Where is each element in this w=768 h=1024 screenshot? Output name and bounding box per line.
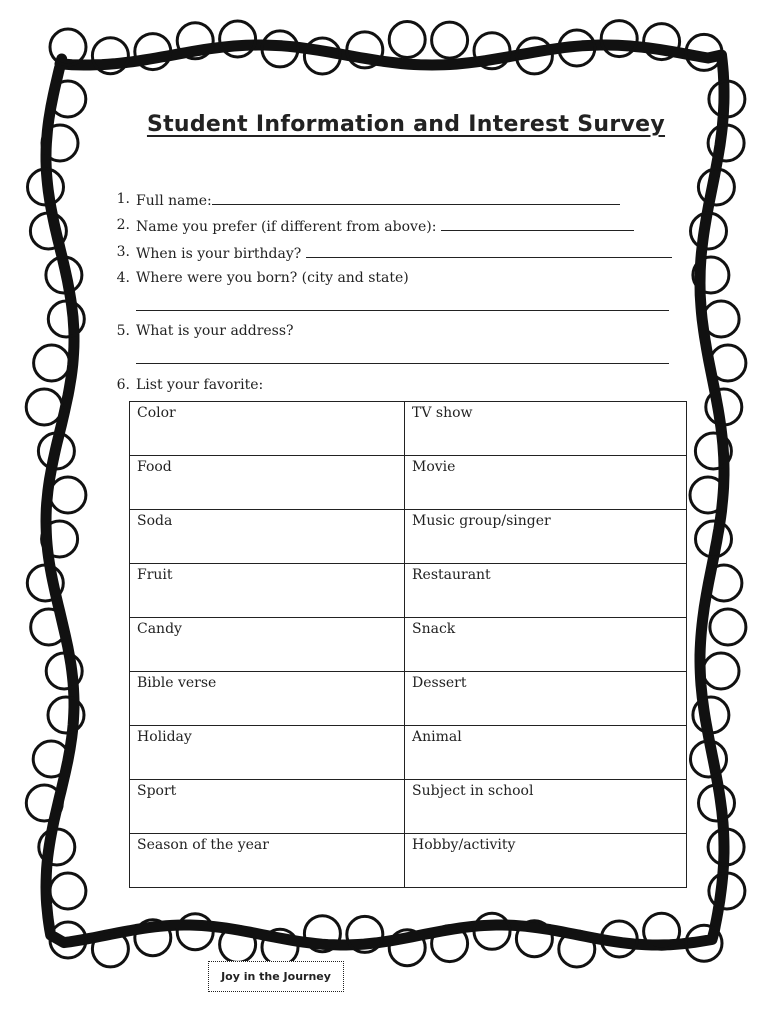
table-row bbox=[130, 618, 687, 672]
question-birthday: 3. When is your birthday? bbox=[136, 243, 672, 263]
border-circle bbox=[177, 914, 213, 950]
favorite-right-cell[interactable]: Music group/singer bbox=[405, 510, 687, 564]
table-row bbox=[130, 402, 687, 456]
favorite-right-cell[interactable]: TV show bbox=[405, 402, 687, 456]
favorite-left-cell[interactable]: Color bbox=[130, 402, 405, 456]
favorite-right-cell[interactable]: Animal bbox=[405, 726, 687, 780]
favorite-left-cell[interactable]: Season of the year bbox=[130, 834, 405, 888]
favorite-left-cell[interactable]: Holiday bbox=[130, 726, 405, 780]
page-title: Student Information and Interest Survey bbox=[146, 112, 666, 137]
favorite-left-cell[interactable]: Fruit bbox=[130, 564, 405, 618]
table-row bbox=[130, 456, 687, 510]
brand-badge: Joy in the Journey bbox=[208, 961, 344, 992]
birthday-answer-line[interactable] bbox=[306, 243, 672, 258]
table-row bbox=[130, 834, 687, 888]
address-answer-line[interactable] bbox=[136, 363, 669, 364]
favorite-left-cell[interactable]: Food bbox=[130, 456, 405, 510]
border-circle bbox=[703, 653, 739, 689]
question-favorites: 6. List your favorite: bbox=[116, 377, 264, 393]
favorites-table bbox=[129, 401, 687, 888]
favorite-left-cell[interactable]: Candy bbox=[130, 618, 405, 672]
table-row bbox=[130, 564, 687, 618]
border-circle bbox=[601, 21, 637, 57]
favorite-left-cell[interactable]: Bible verse bbox=[130, 672, 405, 726]
favorite-right-cell[interactable]: Snack bbox=[405, 618, 687, 672]
border-circle bbox=[389, 22, 425, 58]
table-row bbox=[130, 510, 687, 564]
border-circle bbox=[50, 477, 86, 513]
favorite-right-cell[interactable]: Restaurant bbox=[405, 564, 687, 618]
table-row bbox=[130, 726, 687, 780]
favorite-left-cell[interactable]: Soda bbox=[130, 510, 405, 564]
table-row bbox=[130, 780, 687, 834]
birthplace-answer-line[interactable] bbox=[136, 310, 669, 311]
favorite-right-cell[interactable]: Hobby/activity bbox=[405, 834, 687, 888]
favorite-right-cell[interactable]: Movie bbox=[405, 456, 687, 510]
question-full-name: 1. Full name: bbox=[136, 190, 620, 210]
border-circle bbox=[34, 345, 70, 381]
question-preferred-name: 2. Name you prefer (if different from above): bbox=[136, 216, 634, 236]
full-name-answer-line[interactable] bbox=[212, 190, 620, 205]
border-circle bbox=[220, 21, 256, 57]
favorite-right-cell[interactable]: Dessert bbox=[405, 672, 687, 726]
border-circle bbox=[26, 389, 62, 425]
question-birthplace: 4. Where were you born? (city and state) bbox=[116, 270, 409, 286]
favorite-right-cell[interactable]: Subject in school bbox=[405, 780, 687, 834]
favorite-left-cell[interactable]: Sport bbox=[130, 780, 405, 834]
table-row bbox=[130, 672, 687, 726]
border-circle bbox=[432, 22, 468, 58]
preferred-name-answer-line[interactable] bbox=[441, 216, 634, 231]
border-circle bbox=[703, 301, 739, 337]
question-address: 5. What is your address? bbox=[116, 323, 294, 339]
border-circle bbox=[50, 873, 86, 909]
border-circle bbox=[710, 609, 746, 645]
border-circle bbox=[710, 345, 746, 381]
